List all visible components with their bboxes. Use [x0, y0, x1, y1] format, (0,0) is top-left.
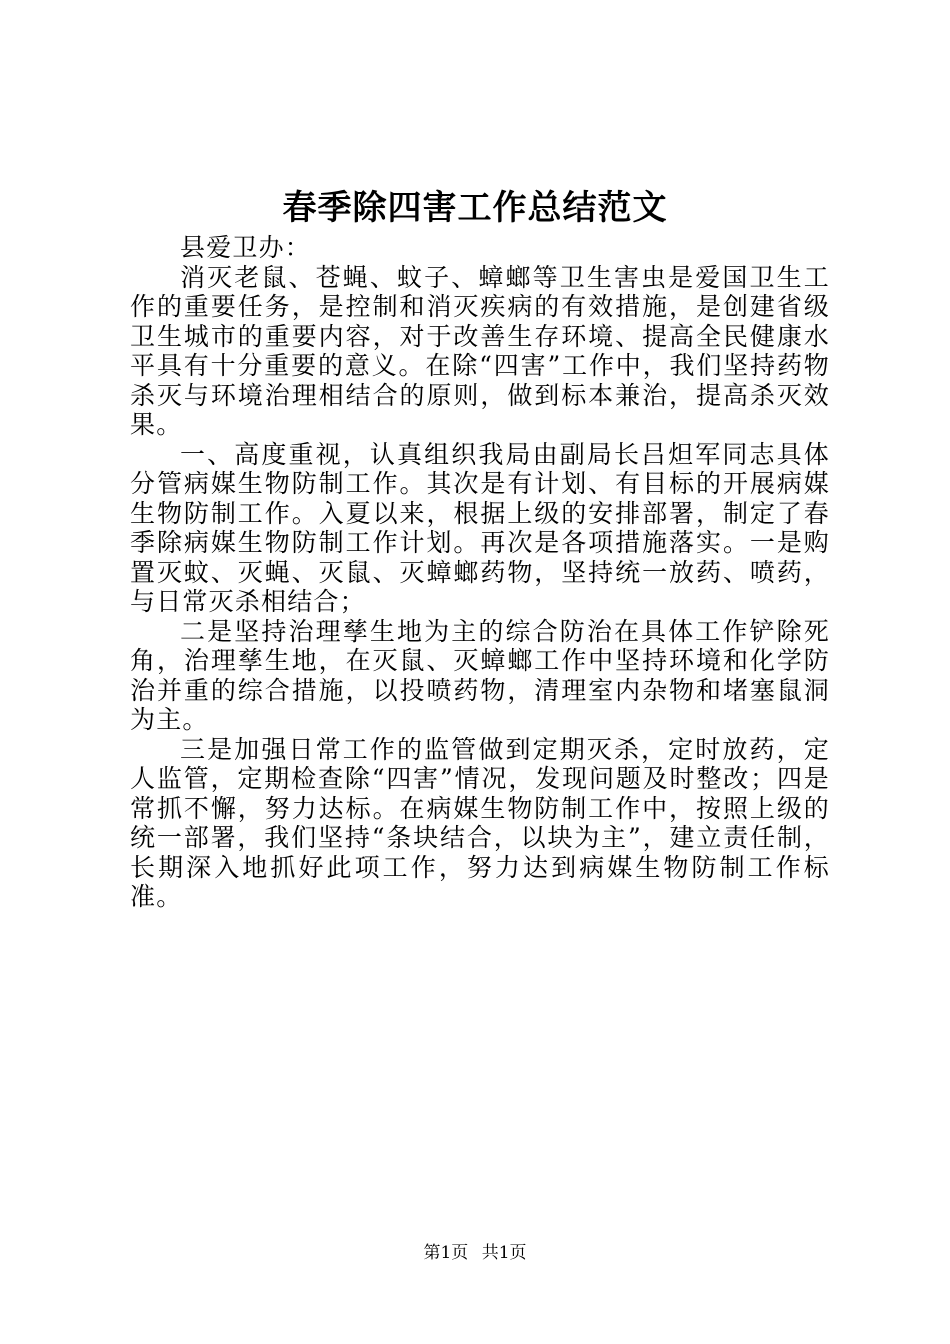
document-title: 春季除四害工作总结范文 — [282, 188, 668, 228]
page-footer — [0, 1242, 950, 1264]
paragraph-intro: 消灭老鼠、苍蝇、蚊子、蟑螂等卫生害虫是爱国卫生工作的重要任务，是控制和消灭疾病的有效措施，是创建省级卫生城市的重要内容，对于改善生存环境、提高全民健康水平具有十分重要的意义。在除“四害”工作中，我们坚持药物杀灭与环境治理相结合的原则，做到标本兼治，提高杀灭效果。 — [130, 262, 830, 439]
page-number-total: 共1页 — [481, 1243, 527, 1263]
paragraph-three: 三是加强日常工作的监管做到定期灭杀，定时放药，定人监管，定期检查除“四害”情况，发现问题及时整改；四是常抓不懈，努力达标。在病媒生物防制工作中，按照上级的统一部署，我们坚持“条块结合，以块为主”，建立责任制，长期深入地抓好此项工作，努力达到病媒生物防制工作标准。 — [130, 734, 830, 911]
paragraph-one: 一、高度重视，认真组织我局由副局长吕炟军同志具体分管病媒生物防制工作。其次是有计划、有目标的开展病媒生物防制工作。入夏以来，根据上级的安排部署，制定了春季除病媒生物防制工作计划。再次是各项措施落实。一是购置灭蚊、灭蝇、灭鼠、灭蟑螂药物，坚持统一放药、喷药，与日常灭杀相结合； — [130, 439, 830, 616]
salutation: 县爱卫办： — [180, 233, 312, 262]
paragraph-two: 二是坚持治理孳生地为主的综合防治在具体工作铲除死角，治理孳生地，在灭鼠、灭蟑螂工作中坚持环境和化学防治并重的综合措施，以投喷药物，清理室内杂物和堵塞鼠洞为主。 — [130, 616, 830, 734]
document-body — [130, 233, 830, 912]
page-number-current: 第1页 — [423, 1243, 469, 1263]
